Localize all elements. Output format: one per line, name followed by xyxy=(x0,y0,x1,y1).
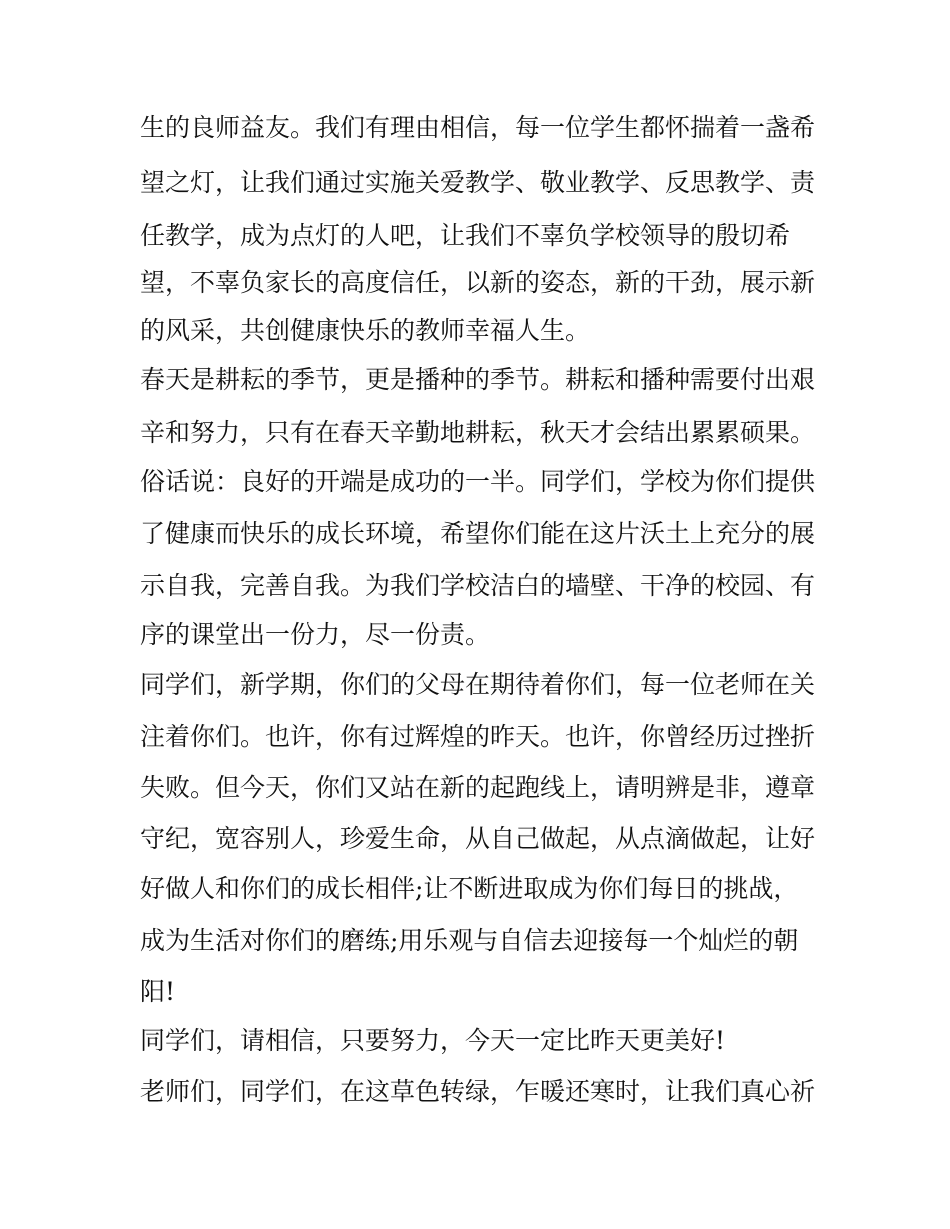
text-line: 了健康而快乐的成长环境，希望你们能在这片沃土上充分的展 xyxy=(140,519,816,548)
text-line: 好做人和你们的成长相伴;让不断进取成为你们每日的挑战， xyxy=(140,874,799,903)
text-line: 同学们，请相信，只要努力，今天一定比昨天更美好! xyxy=(140,1026,726,1055)
text-line: 辛和努力，只有在春天辛勤地耕耘，秋天才会结出累累硕果。 xyxy=(140,418,816,447)
text-line: 注着你们。也许，你有过辉煌的昨天。也许，你曾经历过挫折 xyxy=(140,722,816,751)
text-line: 失败。但今天，你们又站在新的起跑线上，请明辨是非，遵章 xyxy=(140,773,816,802)
text-line: 俗话说：良好的开端是成功的一半。同学们，学校为你们提供 xyxy=(140,467,816,496)
text-line: 同学们，新学期，你们的父母在期待着你们，每一位老师在关 xyxy=(140,670,816,699)
text-line: 老师们，同学们，在这草色转绿，乍暖还寒时，让我们真心祈 xyxy=(140,1077,816,1106)
text-line: 任教学，成为点灯的人吧，让我们不辜负学校领导的殷切希 xyxy=(140,221,791,250)
text-line: 的风采，共创健康快乐的教师幸福人生。 xyxy=(140,316,591,345)
text-line: 望，不辜负家长的高度信任，以新的姿态，新的干劲，展示新 xyxy=(140,268,816,297)
text-line: 示自我，完善自我。为我们学校洁白的墙壁、干净的校园、有 xyxy=(140,571,816,600)
text-line: 守纪，宽容别人，珍爱生命，从自己做起，从点滴做起，让好 xyxy=(140,824,816,853)
text-line: 望之灯，让我们通过实施关爱教学、敬业教学、反思教学、责 xyxy=(140,168,816,197)
text-line: 阳! xyxy=(140,977,176,1006)
text-line: 成为生活对你们的磨练;用乐观与自信去迎接每一个灿烂的朝 xyxy=(140,926,799,955)
text-line: 序的课堂出一份力，尽一份责。 xyxy=(140,620,491,649)
text-line: 生的良师益友。我们有理由相信，每一位学生都怀揣着一盏希 xyxy=(140,113,816,142)
text-line: 春天是耕耘的季节，更是播种的季节。耕耘和播种需要付出艰 xyxy=(140,365,816,394)
